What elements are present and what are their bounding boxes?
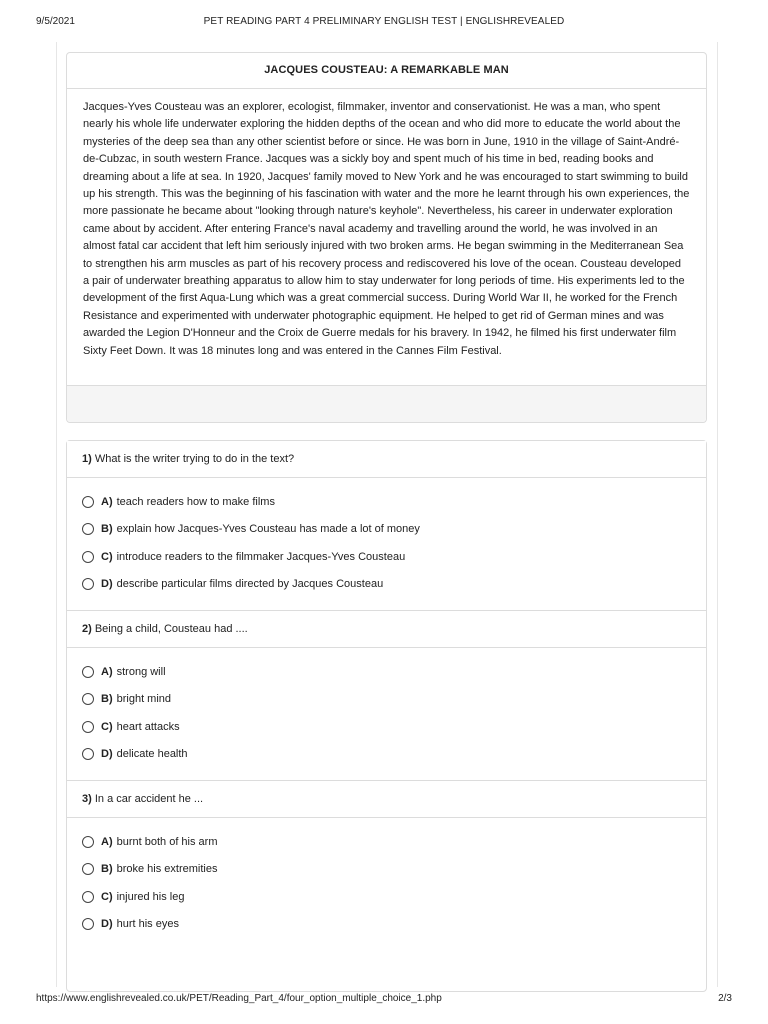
option-letter: B) (101, 693, 113, 706)
answer-options (67, 478, 706, 611)
reading-text-card (66, 52, 707, 423)
question-heading (67, 611, 706, 648)
question-heading (67, 781, 706, 818)
question-number: 1) (82, 453, 92, 465)
question-text: What is the writer trying to do in the text? (94, 453, 295, 465)
option-letter: C) (101, 720, 113, 733)
answer-options (67, 648, 706, 781)
radio-button[interactable] (82, 721, 94, 733)
questions-card (66, 440, 707, 992)
question-number: 2) (82, 623, 92, 635)
option-letter: C) (101, 550, 113, 563)
main-content (56, 42, 718, 987)
radio-button[interactable] (82, 918, 94, 930)
option-d[interactable] (67, 571, 706, 599)
radio-button[interactable] (82, 891, 94, 903)
question-heading (67, 441, 706, 478)
option-text: bright mind (116, 693, 172, 706)
option-letter: D) (101, 748, 113, 761)
option-a[interactable] (67, 828, 706, 856)
question-1 (67, 441, 706, 611)
radio-button[interactable] (82, 551, 94, 563)
reading-passage: Jacques-Yves Cousteau was an explorer, ecologist, filmmaker, inventor and conservationist. He was a man, who spent nearly his whole life underwater exploring the hidden depths of the ocean and who did more to educate the world about the mysteries of the deep sea than any other scientist before or since. He was born in June, 1910 in the village of Saint-André-de-Cubzac, in south western France. Jacques was a sickly boy and spent much of his time in bed, reading books and dreaming about a life at sea. In 1920, Jacques' family moved to New York and he was encouraged to start swimming to build up his strength. This was the beginning of his fascination with water and the more he learnt through his own experiences, the more passionate he became about "looking through nature's keyhole". Nevertheless, his career in underwater exploration came about by accident. After entering France's naval academy and travelling around the world, he was involved in an almost fatal car accident that left him seriously injured with two broken arms. He began swimming in the Mediterranean Sea to strengthen his arm muscles as part of his recovery process and rediscovered his love of the ocean. Cousteau developed a pair of underwater breathing apparatus to allow him to stay underwater for long periods of time. His experiments led to the development of the first Aqua-Lung which was a great commercial success. During World War II, he worked for the French Resistance and experimented with underwater photographic equipment. He helped to get rid of German mines and was awarded the Legion D'Honneur and the Croix de Guerre medals for his bravery. In 1942, he filmed his first underwater film Sixty Feet Down. It was 18 minutes long and was entered in the Cannes Film Festival. (83, 101, 690, 357)
option-text: burnt both of his arm (116, 835, 218, 848)
option-letter: B) (101, 523, 113, 536)
option-c[interactable] (67, 543, 706, 571)
reading-title: JACQUES COUSTEAU: A REMARKABLE MAN (67, 53, 706, 89)
option-a[interactable] (67, 658, 706, 686)
option-b[interactable] (67, 856, 706, 884)
option-b[interactable] (67, 686, 706, 714)
page-number: 2/3 (718, 993, 732, 1004)
question-text: Being a child, Cousteau had .... (94, 623, 248, 635)
option-letter: A) (101, 665, 113, 678)
option-letter: A) (101, 495, 113, 508)
option-text: heart attacks (116, 720, 180, 733)
option-text: strong will (116, 665, 166, 678)
print-footer (36, 993, 732, 1007)
radio-button[interactable] (82, 666, 94, 678)
question-text: In a car accident he ... (94, 793, 204, 805)
radio-button[interactable] (82, 578, 94, 590)
question-3 (67, 781, 706, 950)
option-letter: A) (101, 835, 113, 848)
option-d[interactable] (67, 911, 706, 939)
option-text: hurt his eyes (116, 918, 179, 931)
option-letter: D) (101, 578, 113, 591)
answer-options (67, 818, 706, 950)
option-b[interactable] (67, 516, 706, 544)
option-text: introduce readers to the filmmaker Jacques-Yves Cousteau (116, 550, 406, 563)
radio-button[interactable] (82, 496, 94, 508)
option-text: delicate health (116, 748, 188, 761)
option-c[interactable] (67, 883, 706, 911)
option-letter: C) (101, 890, 113, 903)
option-letter: B) (101, 863, 113, 876)
option-text: explain how Jacques-Yves Cousteau has made a lot of money (116, 523, 420, 536)
radio-button[interactable] (82, 523, 94, 535)
option-c[interactable] (67, 713, 706, 741)
question-number: 3) (82, 793, 92, 805)
option-text: teach readers how to make films (116, 495, 275, 508)
option-d[interactable] (67, 741, 706, 769)
radio-button[interactable] (82, 863, 94, 875)
option-text: injured his leg (116, 890, 185, 903)
option-a[interactable] (67, 488, 706, 516)
option-letter: D) (101, 918, 113, 931)
radio-button[interactable] (82, 836, 94, 848)
option-text: describe particular films directed by Jacques Cousteau (116, 578, 384, 591)
reading-card-footer (67, 385, 706, 422)
option-text: broke his extremities (116, 863, 218, 876)
print-document-title: PET READING PART 4 PRELIMINARY ENGLISH TEST | ENGLISHREVEALED (203, 16, 565, 27)
question-2 (67, 611, 706, 781)
page-url: https://www.englishrevealed.co.uk/PET/Reading_Part_4/four_option_multiple_choice_1.php (36, 993, 442, 1004)
radio-button[interactable] (82, 748, 94, 760)
radio-button[interactable] (82, 693, 94, 705)
print-date: 9/5/2021 (36, 16, 75, 27)
print-header (36, 16, 732, 30)
